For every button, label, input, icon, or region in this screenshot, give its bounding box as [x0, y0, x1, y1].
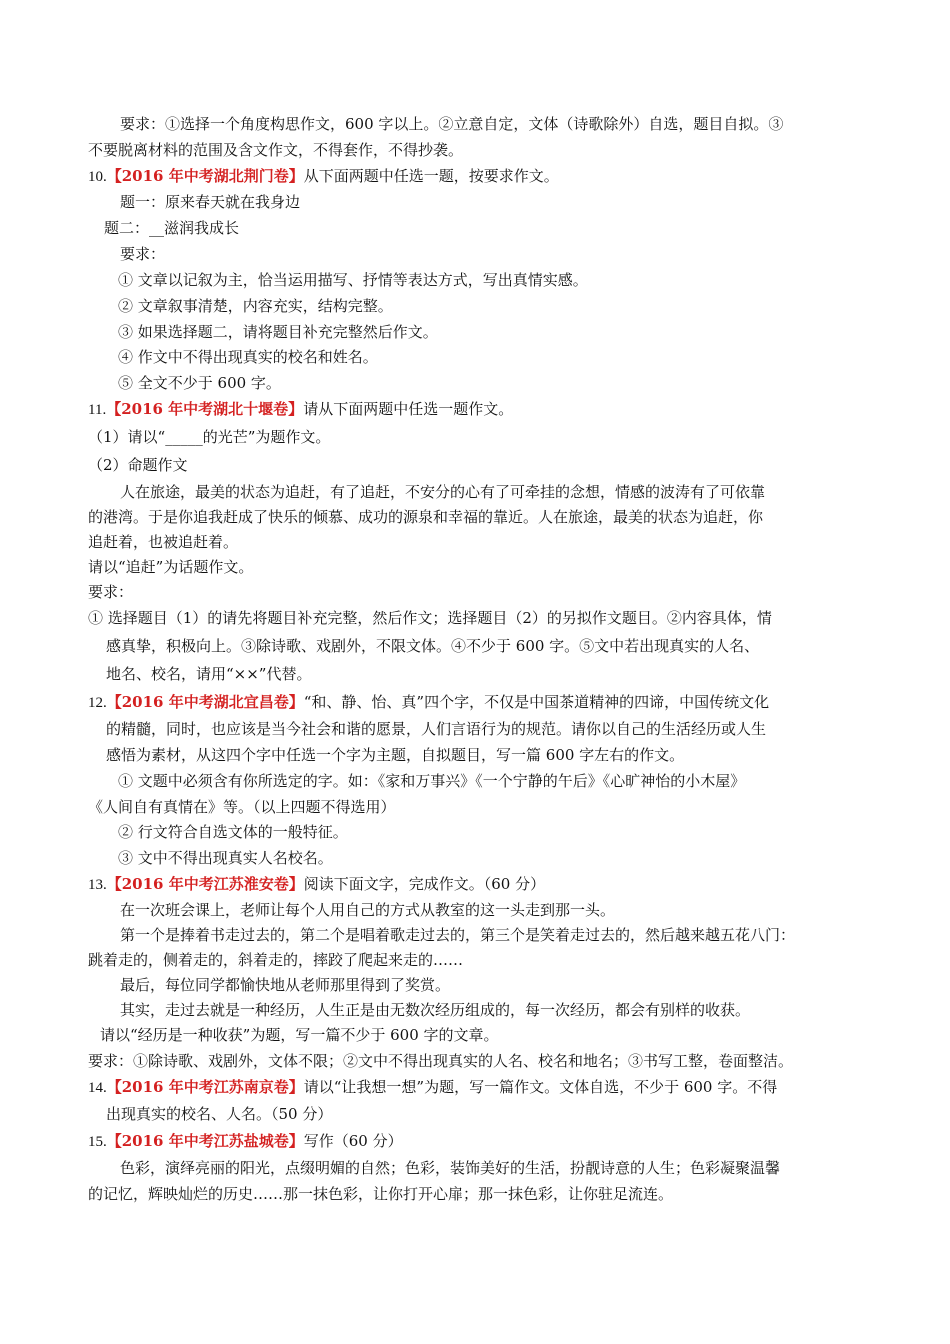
- question-source: 【2016 年中考湖北宜昌卷】: [106, 693, 304, 711]
- q10-title-2: 题二：__滋润我成长: [104, 219, 240, 237]
- question-15-header: [88, 1131, 403, 1151]
- question-prompt: 从下面两题中任选一题，按要求作文。: [303, 167, 559, 185]
- question-prompt: 请从下面两题中任选一题作文。: [303, 400, 514, 418]
- q13-task: 请以“经历是一种收获”为题，写一篇不少于 600 字的文章。: [100, 1026, 499, 1044]
- q11-requirement-line: ① 选择题目（1）的请先将题目补充完整，然后作文；选择题目（2）的另拟作文题目。②内容具体，情: [88, 609, 772, 627]
- q10-requirement: ⑤ 全文不少于 600 字。: [118, 374, 281, 392]
- q12-prompt-line: 的精髓，同时，也应该是当今社会和谐的愿景，人们言语行为的规范。请你以自己的生活经历或人生: [106, 720, 767, 738]
- q12-prompt-line: 感悟为素材，从这四个字中任选一个字为主题，自拟题目，写一篇 600 字左右的作文。: [106, 746, 685, 764]
- q11-requirement-label: 要求：: [88, 583, 134, 601]
- question-11-header: [88, 399, 513, 419]
- question-10-header: [88, 166, 559, 186]
- q10-requirement-label: 要求：: [120, 245, 166, 263]
- q11-material-line: 的港湾。于是你追我赶成了快乐的倾慕、成功的源泉和幸福的靠近。人在旅途，最美的状态为追赶，你: [88, 508, 764, 526]
- question-number: 11.: [88, 402, 107, 418]
- question-13-header: [88, 874, 545, 894]
- question-14-header: [88, 1077, 777, 1097]
- question-number: 15.: [88, 1134, 107, 1150]
- question-number: 12.: [88, 695, 107, 711]
- q10-requirement: ② 文章叙事清楚，内容充实，结构完整。: [118, 297, 393, 315]
- q12-requirement: 《人间自有真情在》等。（以上四题不得选用）: [88, 798, 396, 816]
- q13-material-line: 最后，每位同学都愉快地从老师那里得到了奖赏。: [120, 976, 451, 994]
- question-source: 【2016 年中考江苏淮安卷】: [106, 875, 304, 893]
- q13-material-line: 第一个是捧着书走过去的，第二个是唱着歌走过去的，第三个是笑着走过去的，然后越来越五花八门：: [120, 926, 796, 944]
- question-prompt: “和、静、怡、真”四个字，不仅是中国茶道精神的四谛，中国传统文化: [303, 693, 770, 711]
- question-number: 14.: [88, 1080, 107, 1096]
- q15-material-line: 的记忆，辉映灿烂的历史……那一抹色彩，让你打开心扉；那一抹色彩，让你驻足流连。: [88, 1185, 674, 1203]
- q13-requirement: 要求：①除诗歌、戏剧外，文体不限；②文中不得出现真实的人名、校名和地名；③书写工整，卷面整洁。: [88, 1052, 794, 1070]
- question-source: 【2016 年中考江苏南京卷】: [106, 1078, 304, 1096]
- q9-requirement-line-1: 要求：①选择一个角度构思作文，600 字以上。②立意自定，文体（诗歌除外）自选，题目自拟。③: [120, 115, 784, 133]
- question-number: 13.: [88, 877, 107, 893]
- q15-material-line: 色彩，演绎亮丽的阳光，点缀明媚的自然；色彩，装饰美好的生活，扮靓诗意的人生；色彩凝聚温馨: [120, 1159, 781, 1177]
- q11-material-line: 追赶着，也被追赶着。: [88, 533, 239, 551]
- q13-material-line: 跳着走的，侧着走的，斜着走的，摔跤了爬起来走的……: [88, 951, 464, 969]
- q12-requirement: ② 行文符合自选文体的一般特征。: [118, 823, 348, 841]
- q11-topic: 请以“追赶”为话题作文。: [88, 558, 254, 576]
- q13-material-line: 其实，走过去就是一种经历，人生正是由无数次经历组成的，每一次经历，都会有别样的收获。: [120, 1001, 751, 1019]
- question-source: 【2016 年中考江苏盐城卷】: [106, 1132, 304, 1150]
- question-prompt: 阅读下面文字，完成作文。（60 分）: [303, 875, 546, 893]
- q9-requirement-line-2: 不要脱离材料的范围及含文作文，不得套作，不得抄袭。: [88, 141, 464, 159]
- q12-requirement: ③ 文中不得出现真实人名校名。: [118, 849, 333, 867]
- question-source: 【2016 年中考湖北十堰卷】: [106, 400, 304, 418]
- q14-prompt-line: 出现真实的校名、人名。（50 分）: [106, 1105, 333, 1123]
- question-prompt: 请以“让我想一想”为题，写一篇作文。文体自选，不少于 600 字。不得: [303, 1078, 778, 1096]
- q11-option-1: （1）请以“_____的光芒”为题作文。: [88, 428, 331, 446]
- q10-requirement: ③ 如果选择题二，请将题目补充完整然后作文。: [118, 323, 438, 341]
- question-number: 10.: [88, 169, 107, 185]
- question-12-header: [88, 692, 769, 712]
- question-source: 【2016 年中考湖北荆门卷】: [106, 167, 304, 185]
- q10-title-1: 题一：原来春天就在我身边: [120, 193, 301, 211]
- q11-requirement-line: 地名、校名，请用“××”代替。: [106, 665, 312, 683]
- q10-requirement: ④ 作文中不得出现真实的校名和姓名。: [118, 348, 378, 366]
- q12-requirement: ① 文题中必须含有你所选定的字。如：《家和万事兴》《一个宁静的午后》《心旷神怡的小木屋》: [118, 772, 746, 790]
- q11-material-line: 人在旅途，最美的状态为追赶，有了追赶，不安分的心有了可牵挂的念想，情感的波涛有了可依靠: [120, 483, 766, 501]
- question-prompt: 写作（60 分）: [303, 1132, 403, 1150]
- q11-option-2: （2）命题作文: [88, 456, 188, 474]
- q11-requirement-line: 感真挚，积极向上。③除诗歌、戏剧外，不限文体。④不少于 600 字。⑤文中若出现真实的人名、: [106, 637, 760, 655]
- q13-material-line: 在一次班会课上，老师让每个人用自己的方式从教室的这一头走到那一头。: [120, 901, 616, 919]
- q10-requirement: ① 文章以记叙为主，恰当运用描写、抒情等表达方式，写出真情实感。: [118, 271, 588, 289]
